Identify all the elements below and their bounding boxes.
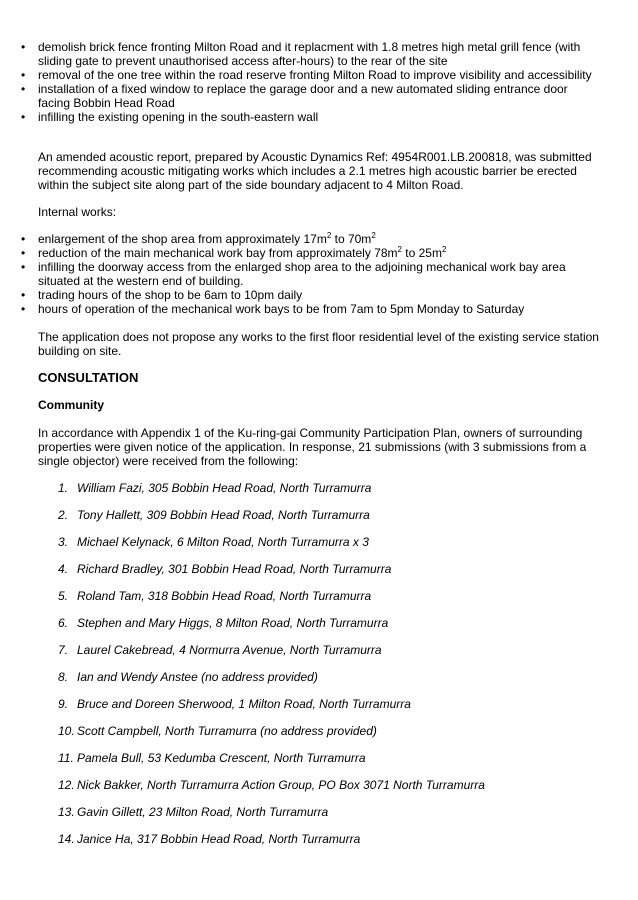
item-number: 13. [58, 805, 75, 819]
list-item: • trading hours of the shop to be 6am to 10pm daily [0, 288, 602, 302]
item-number: 10. [58, 724, 75, 738]
submitter-text: Laurel Cakebread, 4 Normurra Avenue, North Turramurra [77, 643, 382, 657]
item-number: 7. [58, 643, 69, 657]
submitter-text: Gavin Gillett, 23 Milton Road, North Turramurra [77, 805, 329, 819]
submitter-text: Bruce and Doreen Sherwood, 1 Milton Road, North Turramurra [77, 697, 411, 711]
list-item [0, 232, 602, 246]
list-item [0, 778, 638, 805]
submitter-text: Scott Campbell, North Turramurra (no address provided) [77, 724, 377, 738]
item-number: 3. [58, 535, 69, 549]
submitter-text: Roland Tam, 318 Bobbin Head Road, North Turramurra [77, 589, 372, 603]
submissions-list [0, 481, 638, 859]
list-item [0, 643, 638, 670]
item-number: 2. [58, 508, 69, 522]
submitter-text: Richard Bradley, 301 Bobbin Head Road, North Turramurra [77, 562, 392, 576]
list-item [0, 616, 638, 643]
list-item [0, 481, 638, 508]
list-item [0, 670, 638, 697]
work-bay-text: reduction of the main mechanical work bay from approximately 78m [38, 246, 398, 260]
list-item [0, 562, 638, 589]
list-item [0, 508, 638, 535]
list-item [0, 246, 602, 260]
superscript: 2 [441, 245, 447, 254]
list-item: • demolish brick fence fronting Milton Road and it replacment with 1.8 metres high metal grill fence (with sliding gate to prevent unauthorised access after-hours) to the rear of the site [0, 40, 602, 68]
item-number: 5. [58, 589, 69, 603]
list-item: • installation of a fixed window to replace the garage door and a new automated sliding entrance door facing Bobbin Head Road [0, 82, 602, 110]
submitter-text: William Fazi, 305 Bobbin Head Road, North Turramurra [77, 481, 372, 495]
community-heading: Community [38, 398, 104, 412]
list-item [0, 751, 638, 778]
item-number: 9. [58, 697, 69, 711]
shop-area-text: enlargement of the shop area from approximately 17m [38, 232, 327, 246]
item-number: 12. [58, 778, 75, 792]
list-item: • infilling the existing opening in the south-eastern wall [0, 110, 602, 124]
submitter-text: Nick Bakker, North Turramurra Action Group, PO Box 3071 North Turramurra [77, 778, 485, 792]
list-item [0, 697, 638, 724]
superscript: 2 [326, 231, 332, 240]
submitter-text: Pamela Bull, 53 Kedumba Crescent, North Turramurra [77, 751, 366, 765]
item-number: 1. [58, 481, 69, 495]
list-item [0, 805, 638, 832]
item-number: 11. [58, 751, 74, 765]
superscript: 2 [397, 245, 402, 254]
community-paragraph: In accordance with Appendix 1 of the Ku-ring-gai Community Participation Plan, owners of surrounding properties were given notice of the application. In response, 21 submissions (with 3 submissions from a single objector) were received from the following: [38, 426, 587, 468]
internal-works-list [0, 232, 638, 316]
list-item [0, 589, 638, 616]
submitter-text: Tony Hallett, 309 Bobbin Head Road, North Turramurra [77, 508, 370, 522]
work-bay-text-2: to 25m [401, 246, 442, 260]
first-floor-paragraph: The application does not propose any works to the first floor residential level of the existing service station building on site. [38, 330, 599, 358]
list-item: • hours of operation of the mechanical work bays to be from 7am to 5pm Monday to Saturday [0, 302, 602, 316]
external-works-list [0, 40, 638, 124]
acoustic-report-paragraph: An amended acoustic report, prepared by Acoustic Dynamics Ref: 4954R001.LB.200818, was submitted recommending acoustic mitigating works which includes a 2.1 metres high acoustic barrier be erected within the subject site along part of the side boundary adjacent to 4 Milton Road. [38, 150, 592, 192]
shop-area-text-2: to 70m [331, 232, 372, 246]
item-number: 6. [58, 616, 69, 630]
item-number: 4. [58, 562, 69, 576]
submitter-text: Ian and Wendy Anstee (no address provided) [77, 670, 318, 684]
list-item: • removal of the one tree within the road reserve fronting Milton Road to improve visibility and accessibility [0, 68, 602, 82]
consultation-heading: CONSULTATION [38, 370, 139, 385]
list-item: • infilling the doorway access from the enlarged shop area to the adjoining mechanical work bay area situated at the western end of building. [0, 260, 602, 288]
item-number: 14. [58, 832, 75, 846]
submitter-text: Michael Kelynack, 6 Milton Road, North Turramurra x 3 [77, 535, 369, 549]
submitter-text: Janice Ha, 317 Bobbin Head Road, North Turramurra [77, 832, 361, 846]
list-item [0, 724, 638, 751]
list-item [0, 832, 638, 859]
list-item [0, 535, 638, 562]
submitter-text: Stephen and Mary Higgs, 8 Milton Road, North Turramurra [77, 616, 389, 630]
item-number: 8. [58, 670, 69, 684]
internal-works-label: Internal works: [38, 205, 117, 219]
superscript: 2 [371, 231, 376, 240]
